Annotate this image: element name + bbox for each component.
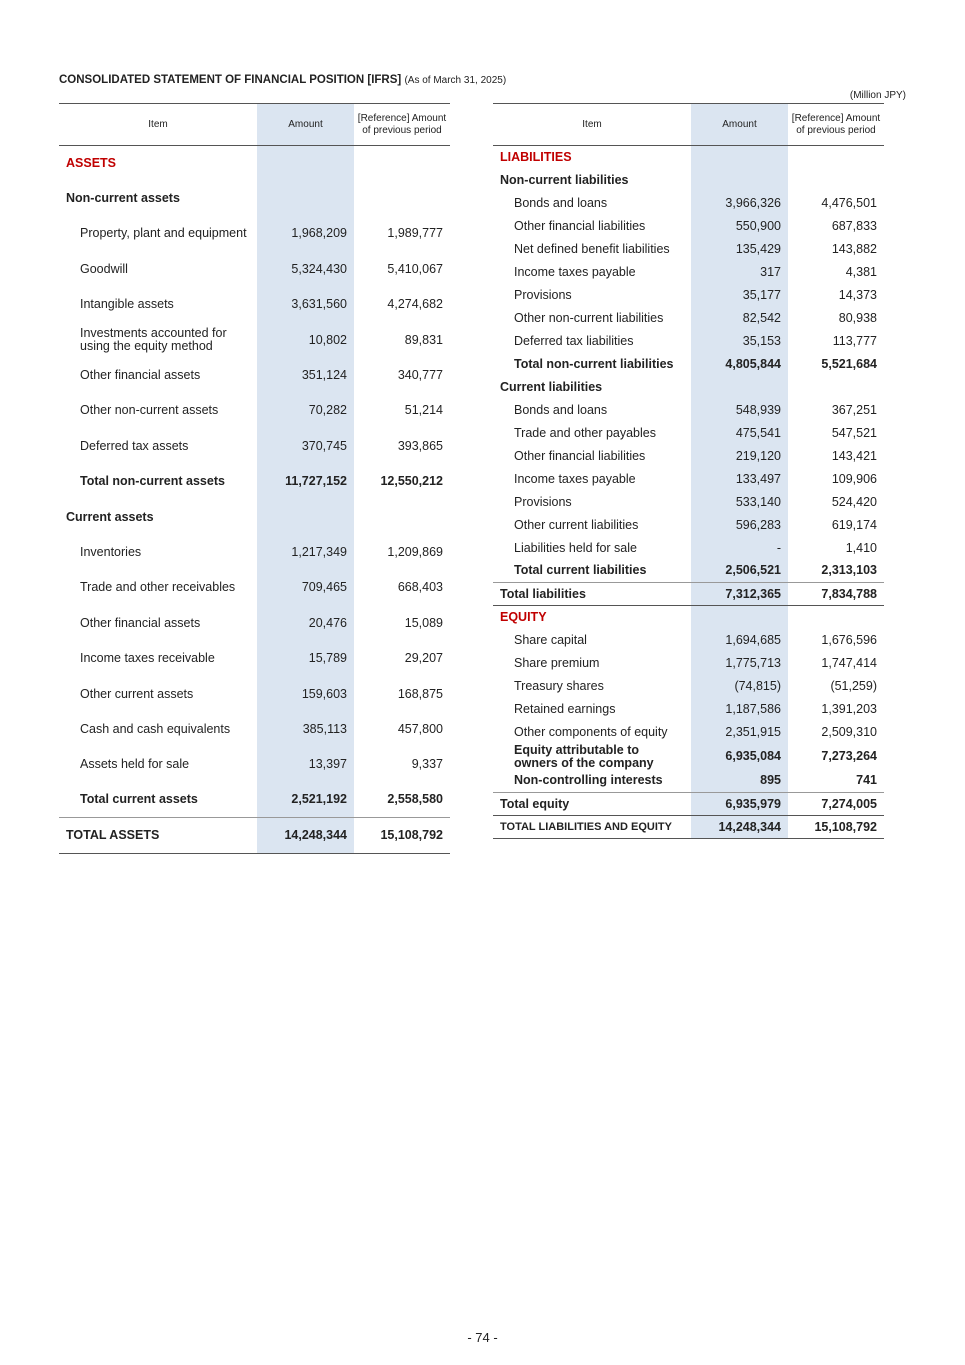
table-row <box>59 322 450 357</box>
reference-amount-cell: 340,777 <box>397 368 443 383</box>
row-label: Provisions <box>514 287 572 302</box>
table-row <box>493 376 884 399</box>
table-row <box>493 169 884 192</box>
reference-amount-cell: 668,403 <box>397 580 443 595</box>
reference-amount-cell <box>354 181 450 216</box>
table-row <box>493 537 884 560</box>
page-number: - 74 - <box>467 1330 498 1345</box>
amount-column-header: Amount <box>257 104 354 146</box>
assets-table <box>59 103 450 854</box>
amount-cell: 10,802 <box>257 322 354 357</box>
reference-amount-cell: 143,421 <box>831 448 877 463</box>
reference-amount-cell: 457,800 <box>397 721 443 736</box>
row-label: Total liabilities <box>493 583 691 606</box>
row-label: Total non-current liabilities <box>514 356 674 371</box>
row-label: Deferred tax assets <box>80 438 189 453</box>
statement-date: (As of March 31, 2025) <box>404 75 507 86</box>
reference-amount-cell: 9,337 <box>411 757 443 772</box>
item-column-header: Item <box>493 104 691 146</box>
amount-cell: 82,542 <box>691 307 788 330</box>
reference-amount-cell: 51,214 <box>404 403 443 418</box>
table-row <box>493 491 884 514</box>
reference-amount-cell: 547,521 <box>831 425 877 440</box>
reference-amount-cell <box>788 606 884 629</box>
row-label: Current assets <box>66 509 154 524</box>
amount-cell: 5,324,430 <box>257 252 354 287</box>
amount-cell: 2,521,192 <box>257 783 354 818</box>
reference-amount-cell <box>788 146 884 169</box>
reference-amount-cell: 687,833 <box>831 218 877 233</box>
reference-amount-cell: 1,989,777 <box>387 226 443 241</box>
row-label: Current liabilities <box>500 379 603 394</box>
table-row <box>493 307 884 330</box>
table-row <box>59 216 450 251</box>
amount-cell: 548,939 <box>691 399 788 422</box>
amount-cell <box>257 146 354 181</box>
amount-cell <box>691 146 788 169</box>
row-label: Cash and cash equivalents <box>80 721 231 736</box>
reference-amount-cell: 4,476,501 <box>821 195 877 210</box>
table-row <box>59 287 450 322</box>
amount-cell: 219,120 <box>691 445 788 468</box>
table-row <box>493 215 884 238</box>
row-label: Other components of equity <box>514 724 668 739</box>
row-label: Total current liabilities <box>514 563 647 578</box>
reference-amount-cell: 619,174 <box>831 517 877 532</box>
amount-cell: (74,815) <box>691 675 788 698</box>
reference-amount-cell <box>788 376 884 399</box>
table-row <box>493 770 884 793</box>
row-label: Other financial liabilities <box>514 448 646 463</box>
amount-cell: 14,248,344 <box>257 818 354 853</box>
row-label: Other financial assets <box>80 615 201 630</box>
item-column-header: Item <box>59 104 257 146</box>
amount-cell: 15,789 <box>257 641 354 676</box>
row-label: Investments accounted for using the equity method <box>80 326 227 354</box>
table-row <box>59 146 450 181</box>
reference-amount-cell: 2,509,310 <box>821 724 877 739</box>
table-row <box>493 445 884 468</box>
reference-amount-cell: 143,882 <box>831 241 877 256</box>
row-label: Inventories <box>80 544 142 559</box>
amount-cell: 133,497 <box>691 468 788 491</box>
table-row <box>493 675 884 698</box>
amount-cell: 11,727,152 <box>257 464 354 499</box>
table-row <box>493 698 884 721</box>
row-label: Other non-current liabilities <box>514 310 664 325</box>
table-row <box>493 793 884 816</box>
reference-amount-cell: 15,108,792 <box>354 818 450 853</box>
table-row <box>59 181 450 216</box>
table-row <box>59 570 450 605</box>
row-label: Non-controlling interests <box>514 773 663 788</box>
amount-cell: 14,248,344 <box>691 816 788 839</box>
row-label: Share premium <box>514 655 600 670</box>
reference-amount-cell: (51,259) <box>830 678 877 693</box>
liabilities-equity-table <box>493 103 884 839</box>
table-row <box>493 652 884 675</box>
table-row <box>493 606 884 629</box>
table-row <box>59 641 450 676</box>
table-row <box>493 238 884 261</box>
reference-amount-cell: 741 <box>856 773 877 788</box>
table-row <box>59 747 450 782</box>
table-row <box>493 422 884 445</box>
row-label: TOTAL LIABILITIES AND EQUITY <box>493 816 691 839</box>
table-row <box>493 629 884 652</box>
table-row <box>493 468 884 491</box>
table-row <box>493 284 884 307</box>
amount-cell: 2,351,915 <box>691 721 788 744</box>
table-row <box>59 393 450 428</box>
table-row <box>493 353 884 376</box>
amount-cell: 1,694,685 <box>691 629 788 652</box>
reference-amount-cell <box>354 499 450 534</box>
row-label: Income taxes payable <box>514 264 636 279</box>
reference-amount-cell: 29,207 <box>404 651 443 666</box>
row-label: Treasury shares <box>514 678 604 693</box>
amount-cell: 550,900 <box>691 215 788 238</box>
amount-cell <box>691 169 788 192</box>
unit-label: (Million JPY) <box>849 90 906 101</box>
row-label: Deferred tax liabilities <box>514 333 634 348</box>
table-row <box>493 399 884 422</box>
table-row <box>493 192 884 215</box>
amount-cell <box>691 376 788 399</box>
row-label: Property, plant and equipment <box>80 226 247 241</box>
amount-cell: 596,283 <box>691 514 788 537</box>
amount-cell: 7,312,365 <box>691 583 788 606</box>
reference-column-header: [Reference] Amount of previous period <box>354 104 450 146</box>
table-row <box>493 721 884 744</box>
row-label: Intangible assets <box>80 297 174 312</box>
reference-amount-cell: 4,381 <box>845 264 877 279</box>
amount-cell: 13,397 <box>257 747 354 782</box>
amount-cell <box>257 499 354 534</box>
reference-amount-cell: 7,274,005 <box>788 793 884 816</box>
reference-amount-cell: 5,410,067 <box>387 261 443 276</box>
reference-amount-cell: 367,251 <box>831 402 877 417</box>
row-label: Bonds and loans <box>514 195 608 210</box>
row-label: TOTAL ASSETS <box>59 818 257 853</box>
row-label: ASSETS <box>66 155 117 170</box>
amount-cell: - <box>691 537 788 560</box>
amount-cell: 6,935,979 <box>691 793 788 816</box>
reference-amount-cell: 12,550,212 <box>380 474 443 489</box>
table-row <box>59 499 450 534</box>
reference-amount-cell: 80,938 <box>838 310 877 325</box>
table-row <box>59 783 450 818</box>
reference-amount-cell: 393,865 <box>397 438 443 453</box>
amount-cell: 351,124 <box>257 358 354 393</box>
reference-amount-cell: 14,373 <box>838 287 877 302</box>
statement-title <box>59 74 506 86</box>
amount-cell: 2,506,521 <box>691 560 788 583</box>
reference-amount-cell: 2,558,580 <box>387 792 443 807</box>
table-row <box>59 535 450 570</box>
row-label: LIABILITIES <box>500 149 572 164</box>
table-row <box>59 252 450 287</box>
amount-cell: 533,140 <box>691 491 788 514</box>
table-row <box>493 560 884 583</box>
reference-amount-cell: 113,777 <box>832 333 877 348</box>
row-label: Total equity <box>493 793 691 816</box>
reference-amount-cell <box>788 169 884 192</box>
reference-amount-cell: 109,906 <box>831 471 877 486</box>
table-row <box>493 146 884 169</box>
row-label: Goodwill <box>80 261 128 276</box>
row-label: Other current assets <box>80 686 194 701</box>
amount-cell: 317 <box>691 261 788 284</box>
row-label: Provisions <box>514 494 572 509</box>
reference-amount-cell: 15,089 <box>404 615 443 630</box>
reference-amount-cell: 1,410 <box>845 540 877 555</box>
reference-amount-cell: 7,834,788 <box>788 583 884 606</box>
row-label: Net defined benefit liabilities <box>514 241 670 256</box>
amount-cell: 709,465 <box>257 570 354 605</box>
amount-cell: 35,153 <box>691 330 788 353</box>
row-label: Assets held for sale <box>80 757 190 772</box>
amount-cell: 70,282 <box>257 393 354 428</box>
reference-amount-cell: 15,108,792 <box>788 816 884 839</box>
table-row <box>493 744 884 770</box>
amount-cell: 159,603 <box>257 676 354 711</box>
amount-cell: 1,968,209 <box>257 216 354 251</box>
amount-cell: 385,113 <box>257 712 354 747</box>
reference-amount-cell: 2,313,103 <box>821 563 877 578</box>
reference-amount-cell: 1,209,869 <box>387 544 443 559</box>
reference-amount-cell: 7,273,264 <box>821 749 877 763</box>
amount-cell: 475,541 <box>691 422 788 445</box>
table-row <box>59 358 450 393</box>
reference-amount-cell: 168,875 <box>397 686 443 701</box>
row-label: Liabilities held for sale <box>514 540 637 555</box>
row-label: Income taxes receivable <box>80 651 215 666</box>
amount-cell <box>691 606 788 629</box>
table-row <box>59 429 450 464</box>
row-label: Trade and other receivables <box>80 580 236 595</box>
table-row <box>59 464 450 499</box>
row-label: EQUITY <box>500 609 547 624</box>
reference-amount-cell: 89,831 <box>404 332 443 347</box>
amount-cell: 1,217,349 <box>257 535 354 570</box>
reference-amount-cell: 4,274,682 <box>387 297 443 312</box>
table-row <box>59 712 450 747</box>
reference-amount-cell <box>354 146 450 181</box>
table-row <box>493 261 884 284</box>
amount-cell: 895 <box>691 770 788 793</box>
amount-cell: 1,187,586 <box>691 698 788 721</box>
amount-cell <box>257 181 354 216</box>
row-label: Retained earnings <box>514 701 616 716</box>
row-label: Income taxes payable <box>514 471 636 486</box>
liabilities-table-body <box>493 146 884 839</box>
assets-table-body <box>59 146 450 854</box>
row-label: Other current liabilities <box>514 517 639 532</box>
row-label: Non-current liabilities <box>500 172 629 187</box>
table-row <box>493 514 884 537</box>
table-row <box>59 606 450 641</box>
amount-cell: 135,429 <box>691 238 788 261</box>
row-label: Trade and other payables <box>514 425 656 440</box>
row-label: Non-current assets <box>66 191 180 206</box>
amount-cell: 370,745 <box>257 429 354 464</box>
table-row <box>59 676 450 711</box>
reference-column-header: [Reference] Amount of previous period <box>788 104 884 146</box>
reference-amount-cell: 1,391,203 <box>821 701 877 716</box>
amount-cell: 20,476 <box>257 606 354 641</box>
reference-amount-cell: 1,676,596 <box>821 632 877 647</box>
table-row <box>493 583 884 606</box>
row-label: Other financial assets <box>80 368 201 383</box>
amount-cell: 6,935,084 <box>691 744 788 770</box>
statement-title-text: CONSOLIDATED STATEMENT OF FINANCIAL POSITION [IFRS] <box>59 74 402 86</box>
row-label: Other non-current assets <box>80 403 219 418</box>
amount-column-header: Amount <box>691 104 788 146</box>
amount-cell: 35,177 <box>691 284 788 307</box>
table-row <box>493 816 884 839</box>
amount-cell: 1,775,713 <box>691 652 788 675</box>
row-label: Share capital <box>514 632 587 647</box>
row-label: Bonds and loans <box>514 402 608 417</box>
reference-amount-cell: 5,521,684 <box>821 356 877 371</box>
amount-cell: 3,631,560 <box>257 287 354 322</box>
reference-amount-cell: 524,420 <box>831 494 877 509</box>
row-label: Other financial liabilities <box>514 218 646 233</box>
amount-cell: 3,966,326 <box>691 192 788 215</box>
amount-cell: 4,805,844 <box>691 353 788 376</box>
reference-amount-cell: 1,747,414 <box>821 655 877 670</box>
row-label: Total non-current assets <box>80 474 225 489</box>
row-label: Equity attributable to owners of the company <box>514 742 654 770</box>
row-label: Total current assets <box>80 792 198 807</box>
table-row <box>493 330 884 353</box>
table-row <box>59 818 450 853</box>
